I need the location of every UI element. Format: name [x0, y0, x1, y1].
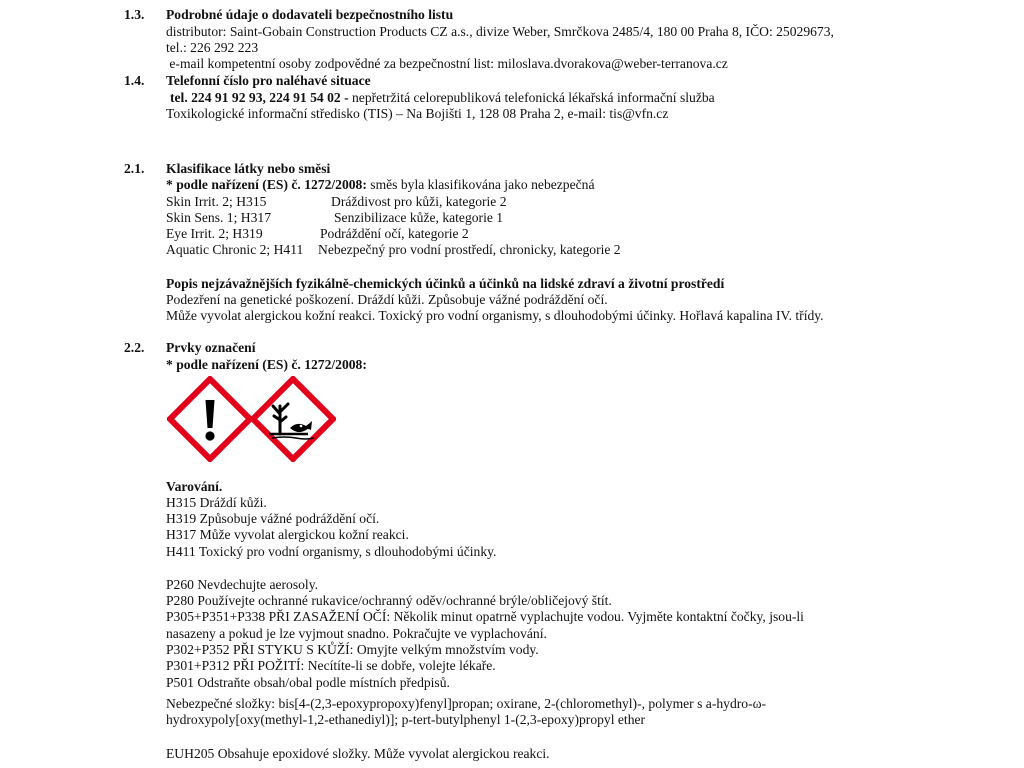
classification-code: Eye Irrit. 2; H319: [166, 226, 263, 241]
h-statement: H317 Může vyvolat alergickou kožní reakci.: [166, 527, 409, 542]
phone-numbers: tel. 224 91 92 93, 224 91 54 02 -: [170, 90, 349, 105]
classification-desc: Nebezpečný pro vodní prostředí, chronicky, kategorie 2: [318, 242, 621, 257]
text-line: distributor: Saint-Gobain Construction Products CZ a.s., divize Weber, Smrčkova 2485/4, 180 00 Praha 8, IČO: 25029673,: [166, 24, 834, 39]
section-number: 1.3.: [124, 7, 145, 22]
section-number: 1.4.: [124, 73, 145, 88]
h-statement: H411 Toxický pro vodní organismy, s dlouhodobými účinky.: [166, 544, 497, 559]
classification-desc: Senzibilizace kůže, kategorie 1: [334, 210, 504, 225]
euh-statement: EUH205 Obsahuje epoxidové složky. Může vyvolat alergickou reakci.: [166, 746, 550, 761]
p-statement: P301+P312 PŘI POŽITÍ: Necítíte-li se dobře, volejte lékaře.: [166, 658, 496, 673]
p-statement: nasazeny a pokud je lze vyjmout snadno. Pokračujte ve vyplachování.: [166, 626, 547, 641]
classification-code: Skin Sens. 1; H317: [166, 210, 271, 225]
effects-title: Popis nejzávažnějších fyzikálně-chemických účinků a účinků na lidské zdraví a životní prostředí: [166, 276, 725, 291]
p-statement: P280 Používejte ochranné rukavice/ochranný oděv/ochranné brýle/obličejový štít.: [166, 593, 612, 608]
hazard-components: Nebezpečné složky: bis[4-(2,3-epoxypropoxy)fenyl]propan; oxirane, 2-(chloromethyl)-, polymer s a-hydro-ω-: [166, 696, 767, 711]
section-title: Podrobné údaje o dodavateli bezpečnostního listu: [166, 7, 454, 22]
section-number: 2.1.: [124, 161, 145, 176]
regulation-line: [166, 177, 595, 193]
text-line: Může vyvolat alergickou kožní reakci. Toxický pro vodní organismy, s dlouhodobými účinky. Hořlavá kapalina IV. třídy.: [166, 308, 824, 323]
exclamation-mark-icon: [167, 376, 253, 462]
p-statement: P260 Nevdechujte aerosoly.: [166, 577, 319, 592]
phone-description: nepřetržitá celorepubliková telefonická lékařská informační služba: [348, 90, 715, 105]
section-title: Telefonní číslo pro naléhavé situace: [166, 73, 371, 88]
emergency-phone-line: [170, 90, 715, 106]
regulation-ref: * podle nařízení (ES) č. 1272/2008:: [166, 357, 367, 372]
p-statement: P302+P352 PŘI STYKU S KŮŽÍ: Omyjte velkým množstvím vody.: [166, 642, 539, 657]
h-statement: H315 Dráždí kůži.: [166, 495, 267, 510]
classification-code: Skin Irrit. 2; H315: [166, 194, 267, 209]
section-number: 2.2.: [124, 340, 145, 355]
p-statement: P501 Odstraňte obsah/obal podle místních předpisů.: [166, 675, 450, 690]
text-line: e-mail kompetentní osoby zodpovědné za bezpečnostní list: miloslava.dvorakova@weber-terranova.cz: [166, 56, 728, 71]
text-line: Toxikologické informační středisko (TIS) – Na Bojišti 1, 128 08 Praha 2, e-mail: tis@vfn.cz: [166, 106, 669, 121]
h-statement: H319 Způsobuje vážné podráždění očí.: [166, 511, 380, 526]
environment-icon: [250, 376, 336, 462]
text-line: Podezření na genetické poškození. Dráždí kůži. Způsobuje vážné podráždění očí.: [166, 292, 608, 307]
p-statement: P305+P351+P338 PŘI ZASAŽENÍ OČÍ: Několik minut opatrně vyplachujte vodou. Vyjměte kontaktní čočky, jsou-li: [166, 609, 804, 624]
classification-desc: Dráždivost pro kůži, kategorie 2: [331, 194, 507, 209]
signal-word: Varování.: [166, 479, 223, 494]
regulation-result: směs byla klasifikována jako nebezpečná: [366, 177, 595, 192]
section-title: Prvky označení: [166, 340, 256, 355]
section-title: Klasifikace látky nebo směsi: [166, 161, 331, 176]
regulation-ref: * podle nařízení (ES) č. 1272/2008:: [166, 177, 367, 192]
classification-desc: Podráždění očí, kategorie 2: [320, 226, 469, 241]
text-line: tel.: 226 292 223: [166, 40, 259, 55]
classification-code: Aquatic Chronic 2; H411: [166, 242, 304, 257]
hazard-components: hydroxypoly[oxy(methyl-1,2-ethanediyl)]; p-tert-butylphenyl 1-(2,3-epoxy)propyl ether: [166, 712, 646, 727]
